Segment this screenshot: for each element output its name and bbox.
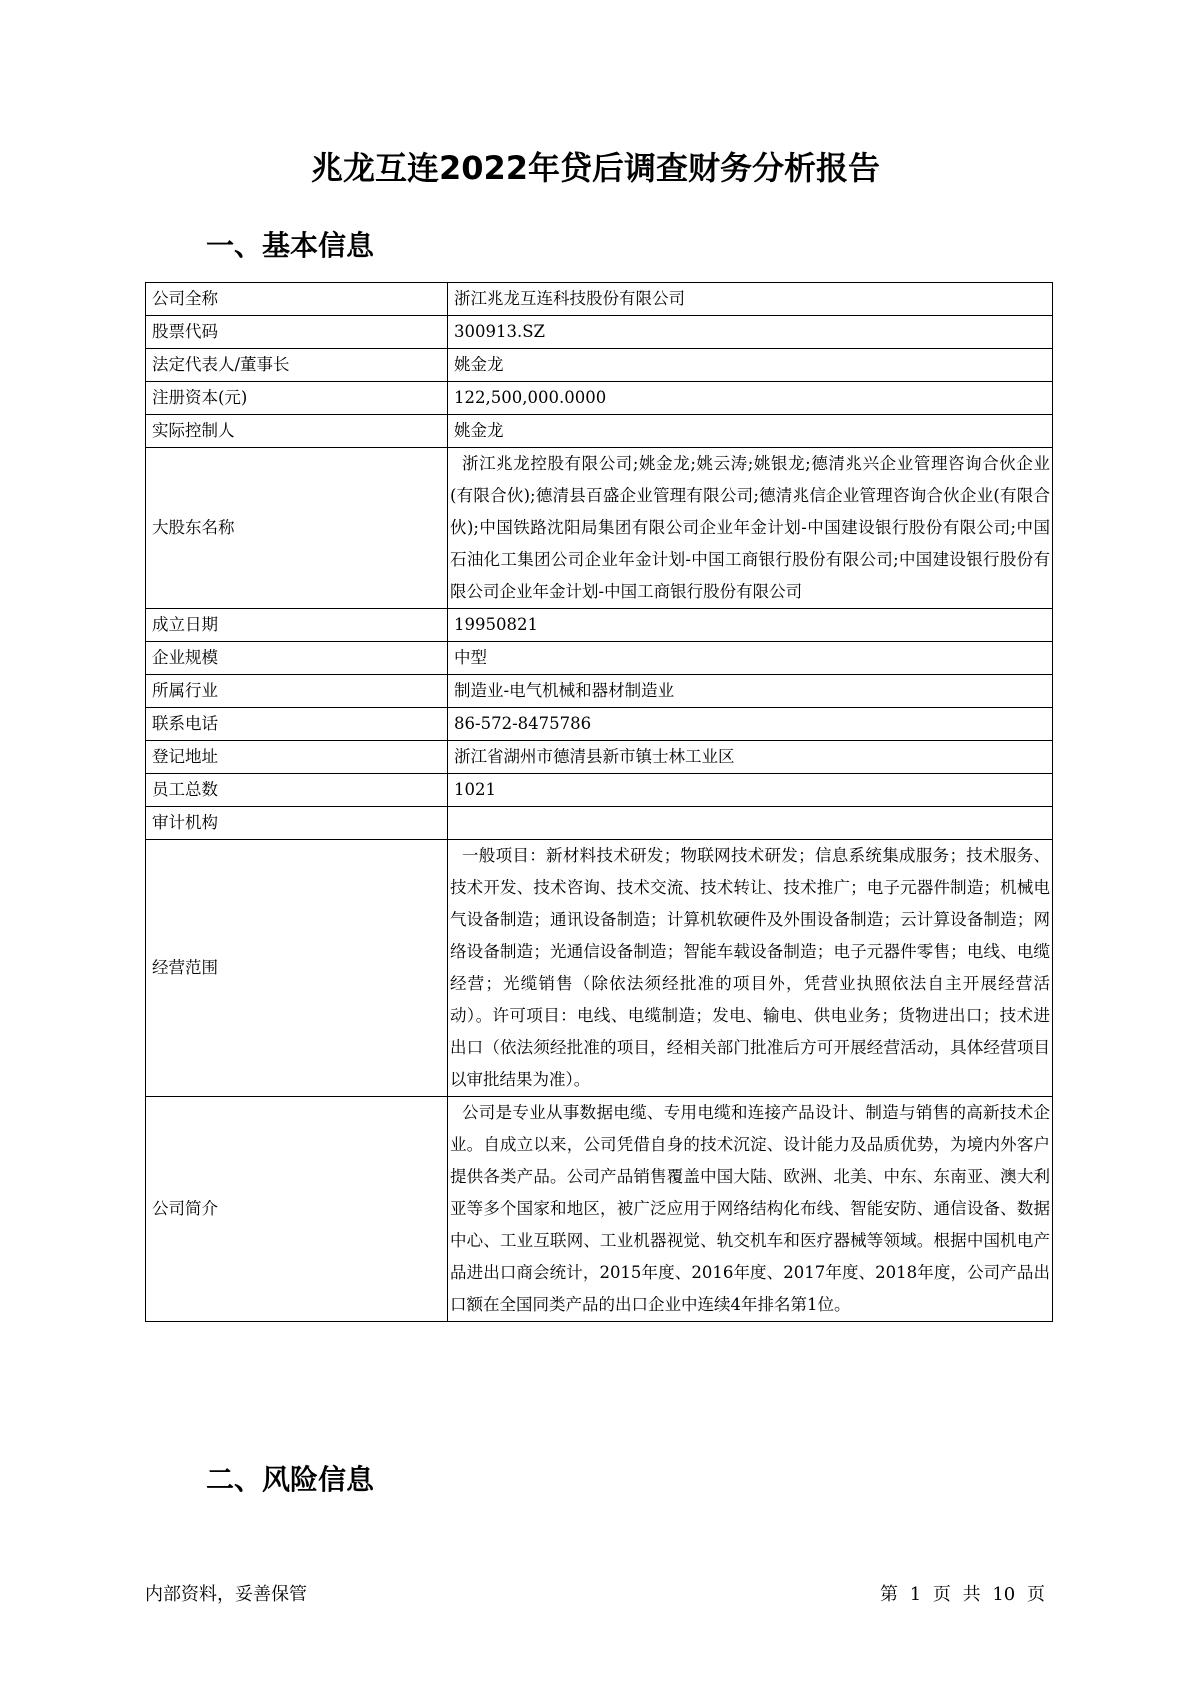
- section-heading-risk-info: 二、风险信息: [206, 1463, 375, 1496]
- row-label: 登记地址: [146, 741, 448, 774]
- table-row: [146, 316, 1053, 349]
- table-row: [146, 283, 1053, 316]
- row-label: 成立日期: [146, 609, 448, 642]
- table-row: [146, 642, 1053, 675]
- row-label: 公司全称: [146, 283, 448, 316]
- row-label: 联系电话: [146, 708, 448, 741]
- row-value: 1021: [448, 774, 1053, 807]
- row-value: 浙江兆龙互连科技股份有限公司: [448, 283, 1053, 316]
- table-row: [146, 448, 1053, 609]
- row-label: 公司简介: [146, 1097, 448, 1322]
- page-title: 兆龙互连2022年贷后调查财务分析报告: [310, 149, 881, 187]
- section-heading-basic-info: 一、基本信息: [206, 229, 375, 262]
- row-value: 制造业-电气机械和器材制造业: [448, 675, 1053, 708]
- table-row: [146, 415, 1053, 448]
- row-value: 姚金龙: [448, 349, 1053, 382]
- table-row: [146, 840, 1053, 1097]
- table-row: [146, 382, 1053, 415]
- footer-page-number: 第 1 页 共 10 页: [880, 1584, 1045, 1605]
- row-label: 企业规模: [146, 642, 448, 675]
- table-row: [146, 807, 1053, 840]
- row-label: 法定代表人/董事长: [146, 349, 448, 382]
- row-label: 大股东名称: [146, 448, 448, 609]
- table-row: [146, 774, 1053, 807]
- footer-confidential-note: 内部资料，妥善保管: [145, 1584, 307, 1605]
- table-row: [146, 609, 1053, 642]
- row-value: 公司是专业从事数据电缆、专用电缆和连接产品设计、制造与销售的高新技术企业。自成立以来，公司凭借自身的技术沉淀、设计能力及品质优势，为境内外客户提供各类产品。公司产品销售覆盖中国大陆、欧洲、北美、中东、东南亚、澳大利亚等多个国家和地区，被广泛应用于网络结构化布线、智能安防、通信设备、数据中心、工业互联网、工业机器视觉、轨交机车和医疗器械等领域。根据中国机电产品进出口商会统计，2015年度、2016年度、2017年度、2018年度，公司产品出口额在全国同类产品的出口企业中连续4年排名第1位。: [448, 1097, 1053, 1322]
- row-value: 浙江兆龙控股有限公司;姚金龙;姚云涛;姚银龙;德清兆兴企业管理咨询合伙企业(有限合伙);德清县百盛企业管理有限公司;德清兆信企业管理咨询合伙企业(有限合伙);中国铁路沈阳局集团有限公司企业年金计划-中国建设银行股份有限公司;中国石油化工集团公司企业年金计划-中国工商银行股份有限公司;中国建设银行股份有限公司企业年金计划-中国工商银行股份有限公司: [448, 448, 1053, 609]
- row-label: 股票代码: [146, 316, 448, 349]
- row-label: 注册资本(元): [146, 382, 448, 415]
- basic-info-table: [145, 282, 1053, 1322]
- row-label: 审计机构: [146, 807, 448, 840]
- row-label: 员工总数: [146, 774, 448, 807]
- row-label: 所属行业: [146, 675, 448, 708]
- table-row: [146, 741, 1053, 774]
- row-value: 122,500,000.0000: [448, 382, 1053, 415]
- row-value: 姚金龙: [448, 415, 1053, 448]
- row-label: 经营范围: [146, 840, 448, 1097]
- row-value: 86-572-8475786: [448, 708, 1053, 741]
- row-value: 一般项目：新材料技术研发；物联网技术研发；信息系统集成服务；技术服务、技术开发、技术咨询、技术交流、技术转让、技术推广；电子元器件制造；机械电气设备制造；通讯设备制造；计算机软硬件及外围设备制造；云计算设备制造；网络设备制造；光通信设备制造；智能车载设备制造；电子元器件零售；电线、电缆经营；光缆销售（除依法须经批准的项目外，凭营业执照依法自主开展经营活动）。许可项目：电线、电缆制造；发电、输电、供电业务；货物进出口；技术进出口（依法须经批准的项目，经相关部门批准后方可开展经营活动，具体经营项目以审批结果为准）。: [448, 840, 1053, 1097]
- table-row: [146, 708, 1053, 741]
- row-value: 中型: [448, 642, 1053, 675]
- row-value: 19950821: [448, 609, 1053, 642]
- table-row: [146, 675, 1053, 708]
- table-row: [146, 1097, 1053, 1322]
- row-value: [448, 807, 1053, 840]
- row-label: 实际控制人: [146, 415, 448, 448]
- row-value: 300913.SZ: [448, 316, 1053, 349]
- table-row: [146, 349, 1053, 382]
- row-value: 浙江省湖州市德清县新市镇士林工业区: [448, 741, 1053, 774]
